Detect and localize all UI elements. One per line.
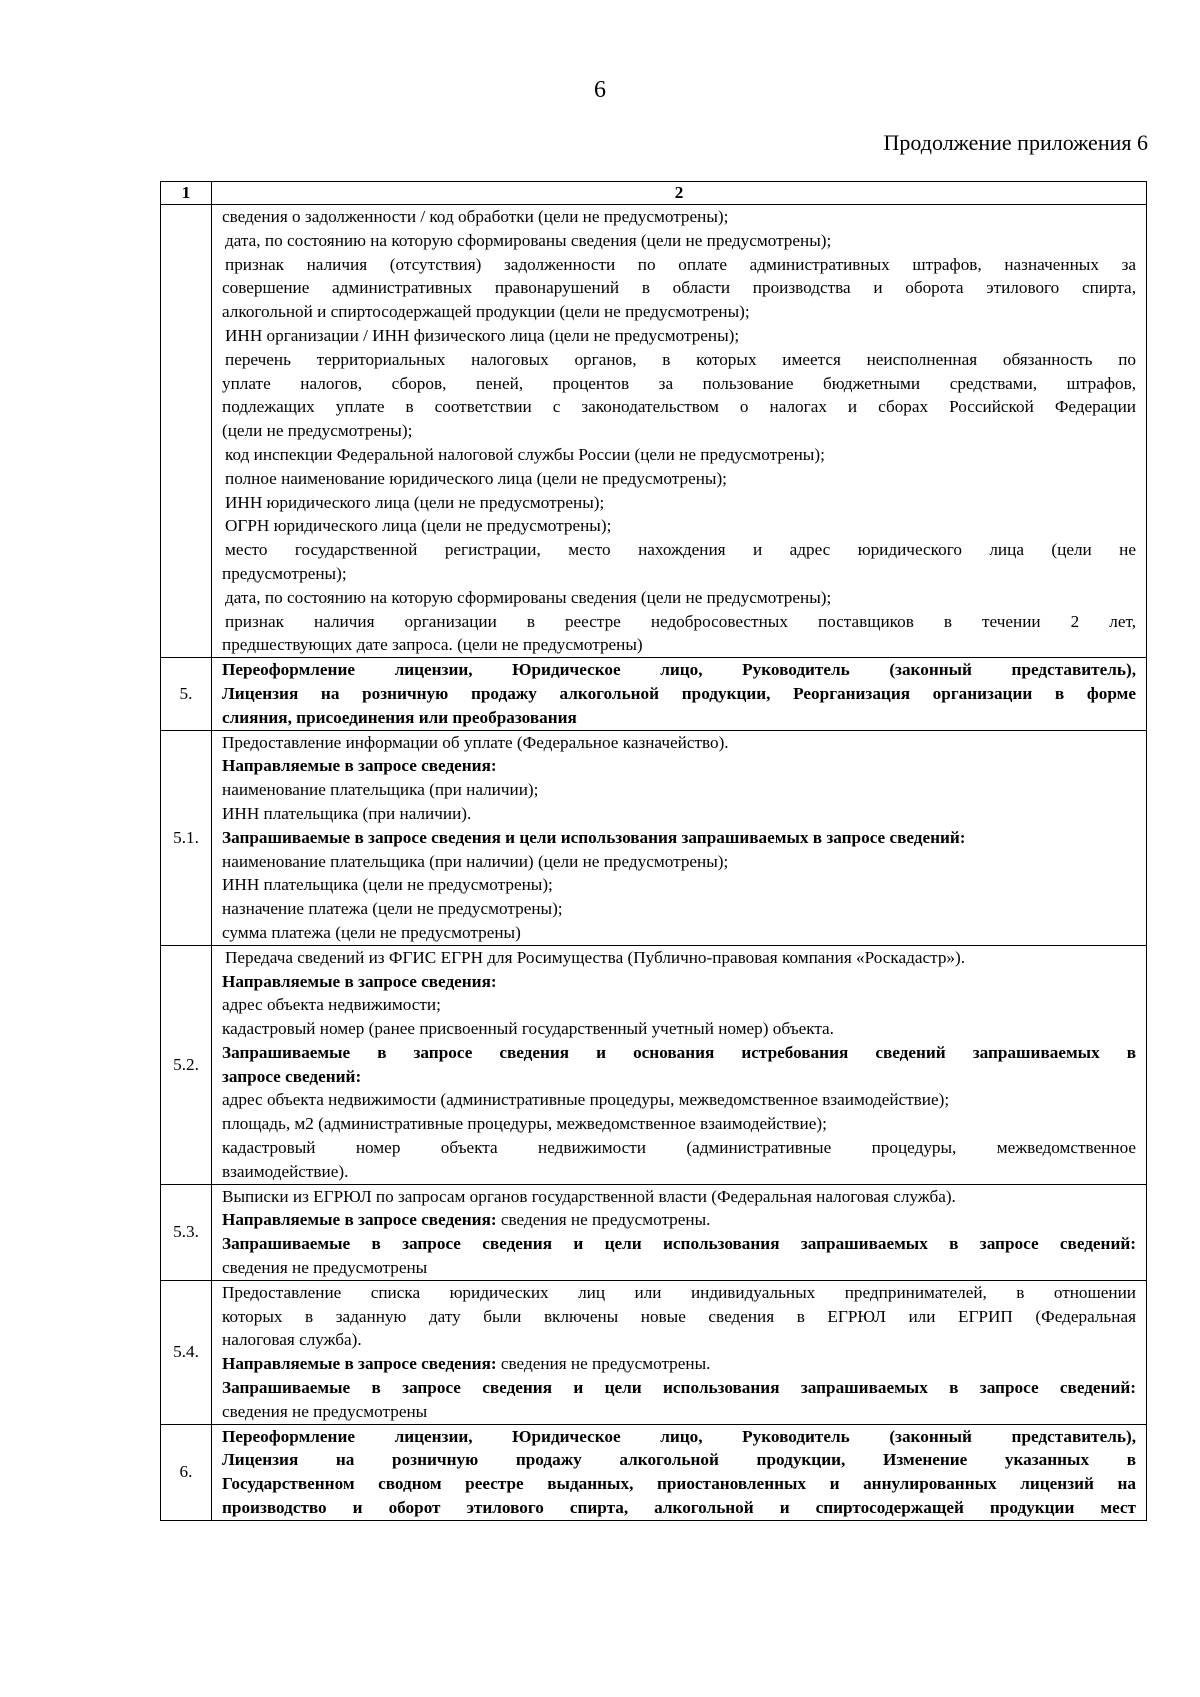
text-line: кадастровый номер (ранее присвоенный государственный учетный номер) объекта. [222,1019,834,1039]
text-line: Запрашиваемые в запросе сведения и цели использования запрашиваемых в запросе сведений: [222,827,966,847]
text-line: признак наличия организации в реестре недобросовестных поставщиков в течении 2 лет, [225,611,1136,631]
text-line: адрес объекта недвижимости; [222,995,441,1015]
text-line: Лицензия на розничную продажу алкогольной продукции, Реорганизация организации в форме [222,683,1136,703]
row-content [212,658,1147,730]
bold-label: Направляемые в запросе сведения: [222,1210,497,1230]
row-content [212,1424,1147,1520]
text-line [222,1208,1136,1232]
label-value: сведения не предусмотрены. [496,1354,711,1374]
text-line: сведения не предусмотрены [222,1401,428,1421]
table-row [161,1184,1147,1280]
row-number: 5.3. [161,1184,212,1280]
text-line: запросе сведений: [222,1066,362,1086]
text-line: перечень территориальных налоговых органов, в которых имеется неисполненная обязанность по [225,349,1136,369]
label-value: сведения не предусмотрены. [496,1210,711,1230]
text-line: налоговая служба). [222,1330,362,1350]
row-number: 5.1. [161,730,212,945]
column-header-2: 2 [212,182,1147,205]
text-line: подлежащих уплате в соответствии с законодательством о налогах и сборах Российской Федерации [222,397,1136,417]
text-line: Передача сведений из ФГИС ЕГРН для Росимущества (Публично-правовая компания «Роскадастр»). [225,947,966,967]
appendix-table [160,181,1147,1521]
text-line: сумма платежа (цели не предусмотрены) [222,922,521,942]
text-line: наименование плательщика (при наличии) (цели не предусмотрены); [222,851,729,871]
row-number: 5.2. [161,945,212,1184]
continuation-heading: Продолжение приложения 6 [883,130,1148,155]
text-line: наименование плательщика (при наличии); [222,780,539,800]
text-line: назначение платежа (цели не предусмотрены); [222,899,563,919]
text-line: Запрашиваемые в запросе сведения и цели использования запрашиваемых в запросе сведений: [222,1234,1136,1254]
row-content [212,945,1147,1184]
text-line: Переоформление лицензии, Юридическое лицо, Руководитель (законный представитель), [222,660,1136,680]
row-content [212,730,1147,945]
text-line: предшествующих дате запроса. (цели не предусмотрены) [222,635,643,655]
text-line: ИНН юридического лица (цели не предусмотрены); [225,492,605,512]
text-line: ОГРН юридического лица (цели не предусмотрены); [225,516,612,536]
text-line: Лицензия на розничную продажу алкогольной продукции, Изменение указанных в [222,1450,1136,1470]
page-number: 6 [594,77,606,103]
row-number [161,205,212,658]
text-line: дата, по состоянию на которую сформированы сведения (цели не предусмотрены); [225,587,832,607]
table-row [161,945,1147,1184]
text-line: сведения не предусмотрены [222,1258,428,1278]
table-row [161,1424,1147,1520]
text-line: признак наличия (отсутствия) задолженности по оплате административных штрафов, назначенных за [225,254,1136,274]
text-line: производство и оборот этилового спирта, алкогольной и спиртосодержащей продукции мест [222,1498,1136,1518]
row-content [212,1184,1147,1280]
text-line: адрес объекта недвижимости (административные процедуры, межведомственное взаимодействие); [222,1090,950,1110]
text-line: место государственной регистрации, место нахождения и адрес юридического лица (цели не [225,540,1136,560]
text-line: ИНН организации / ИНН физического лица (цели не предусмотрены); [225,325,740,345]
text-line: код инспекции Федеральной налоговой службы России (цели не предусмотрены); [225,444,825,464]
text-line: ИНН плательщика (цели не предусмотрены); [222,875,553,895]
bold-label: Направляемые в запросе сведения: [222,1354,497,1374]
text-line: совершение административных правонарушений в области производства и оборота этилового спирта, [222,278,1136,298]
table-header-row [161,182,1147,205]
text-line: ИНН плательщика (при наличии). [222,803,472,823]
text-line: взаимодействие). [222,1161,349,1181]
text-line: уплате налогов, сборов, пеней, процентов за пользование бюджетными средствами, штрафов, [222,373,1136,393]
text-line: дата, по состоянию на которую сформированы сведения (цели не предусмотрены); [225,230,832,250]
row-number: 5. [161,658,212,730]
table-row [161,658,1147,730]
text-line: Выписки из ЕГРЮЛ по запросам органов государственной власти (Федеральная налоговая служба). [222,1186,956,1206]
text-line: сведения о задолженности / код обработки (цели не предусмотрены); [222,207,729,226]
text-line: Переоформление лицензии, Юридическое лицо, Руководитель (законный представитель), [222,1426,1136,1446]
text-line: Предоставление информации об уплате (Федеральное казначейство). [222,732,729,752]
text-line: предусмотрены); [222,563,347,583]
text-line: слияния, присоединения или преобразования [222,707,577,727]
text-line: Запрашиваемые в запросе сведения и цели использования запрашиваемых в запросе сведений: [222,1378,1136,1398]
table-row [161,205,1147,658]
row-content [212,205,1147,658]
text-line: Направляемые в запросе сведения: [222,756,497,776]
text-line: полное наименование юридического лица (цели не предусмотрены); [225,468,727,488]
table-row [161,730,1147,945]
text-line: алкогольной и спиртосодержащей продукции (цели не предусмотрены); [222,302,750,322]
row-content [212,1280,1147,1424]
text-line: (цели не предусмотрены); [222,421,413,441]
table-row [161,1280,1147,1424]
text-line: Направляемые в запросе сведения: [222,971,497,991]
text-line: площадь, м2 (административные процедуры, межведомственное взаимодействие); [222,1114,827,1134]
text-line: кадастровый номер объекта недвижимости (административные процедуры, межведомственное [222,1138,1136,1158]
text-line: Предоставление списка юридических лиц или индивидуальных предпринимателей, в отношении [222,1282,1136,1302]
text-line: Запрашиваемые в запросе сведения и основания истребования сведений запрашиваемых в [222,1042,1136,1062]
row-number: 6. [161,1424,212,1520]
row-number: 5.4. [161,1280,212,1424]
text-line: которых в заданную дату были включены новые сведения в ЕГРЮЛ или ЕГРИП (Федеральная [222,1306,1136,1326]
text-line [222,1352,1136,1376]
text-line: Государственном сводном реестре выданных, приостановленных и аннулированных лицензий на [222,1474,1136,1494]
column-header-1: 1 [161,182,212,205]
